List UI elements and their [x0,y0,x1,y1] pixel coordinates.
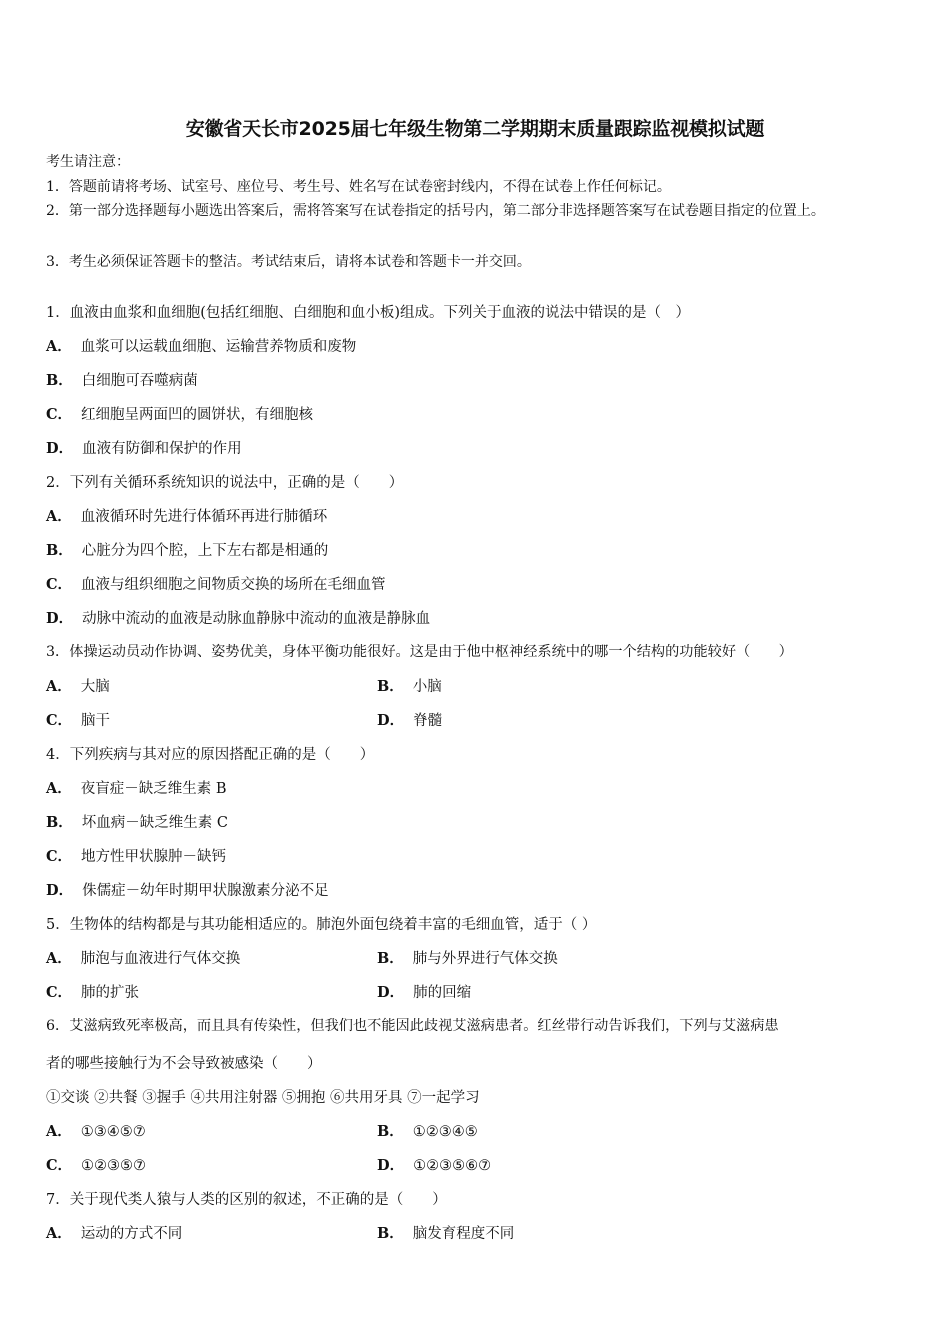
question-stem: 7．关于现代类人猿与人类的区别的叙述，不正确的是（ ） [46,1192,447,1208]
question-stem: 4．下列疾病与其对应的原因搭配正确的是（ ） [46,747,375,763]
option-letter: D． [46,440,74,457]
option-letter: A． [46,950,72,967]
option-text: 心脏分为四个腔，上下左右都是相通的 [81,543,329,559]
option-text: 脑发育程度不同 [412,1226,515,1242]
option-text: 脊髓 [413,713,443,729]
option [377,947,558,968]
option [46,607,430,628]
option-text: 侏儒症－幼年时期甲状腺激素分泌不足 [82,883,329,899]
question-stem: 2．下列有关循环系统知识的说法中，正确的是（ ） [46,475,404,491]
option-letter: D． [377,984,405,1001]
notice-item: 1．答题前请将考场、试室号、座位号、考生号、姓名写在试卷密封线内，不得在试卷上作任何标记。 [46,179,671,195]
option [46,437,242,458]
option [46,403,313,424]
option [46,879,329,900]
option [46,369,198,390]
option-text: 红细胞呈两面凹的圆饼状，有细胞核 [81,407,314,423]
option [46,573,386,594]
option-text: 大脑 [80,679,110,695]
option-text: 夜盲症－缺乏维生素 B [80,781,227,797]
option-letter: C． [46,848,73,865]
option-letter: B． [377,678,404,695]
option-letter: D． [377,1157,405,1174]
option [46,335,356,356]
option-letter: B． [377,1225,404,1242]
option [46,811,228,832]
option-letter: C． [46,712,73,729]
option-letter: D． [46,882,74,899]
option [46,539,328,560]
option-text: 小脑 [412,679,442,695]
option-letter: B． [377,1123,404,1140]
option-text: ①②③⑤⑥⑦ [413,1158,492,1174]
question-stem: 6．艾滋病致死率极高，而且具有传染性，但我们也不能因此歧视艾滋病患者。红丝带行动告诉我们，下列与艾滋病患 [46,1018,779,1034]
option-letter: C． [46,984,73,1001]
option [46,1222,182,1243]
question-items: ①交谈 ②共餐 ③握手 ④共用注射器 ⑤拥抱 ⑥共用牙具 ⑦一起学习 [46,1090,480,1106]
option-text: 地方性甲状腺肿－缺钙 [81,849,227,865]
option-text: ①②③⑤⑦ [81,1158,147,1174]
question-stem: 1．血液由血浆和血细胞(包括红细胞、白细胞和血小板)组成。下列关于血液的说法中错误的是（ ） [46,305,691,321]
question-stem: 5．生物体的结构都是与其功能相适应的。肺泡外面包绕着丰富的毛细血管，适于（ ） [46,917,597,933]
option [377,1222,514,1243]
option-text: 血浆可以运载血细胞、运输营养物质和废物 [80,339,357,355]
option [46,1154,146,1175]
option-letter: A． [46,1123,72,1140]
option-letter: C． [46,576,73,593]
option [46,1120,146,1141]
option-text: 坏血病－缺乏维生素 C [81,815,228,831]
option [46,709,110,730]
option-letter: B． [46,814,73,831]
option-letter: C． [46,406,73,423]
option-letter: D． [46,610,74,627]
option [377,1120,478,1141]
notice-header: 考生请注意： [46,154,130,170]
option-letter: A． [46,338,72,355]
page-title: 安徽省天长市2025届七年级生物第二学期期末质量跟踪监视模拟试题 [185,118,765,140]
question-stem: 3．体操运动员动作协调、姿势优美，身体平衡功能很好。这是由于他中枢神经系统中的哪一个结构的功能较好（ ） [46,644,793,660]
option-text: 脑干 [81,713,111,729]
option [46,845,226,866]
option-text: 肺与外界进行气体交换 [412,951,558,967]
option [377,675,442,696]
option-letter: A． [46,508,72,525]
option-text: 白细胞可吞噬病菌 [81,373,198,389]
option-letter: B． [46,372,73,389]
question-stem-continued: 者的哪些接触行为不会导致被感染（ ） [46,1056,322,1072]
option-text: 动脉中流动的血液是动脉血静脉中流动的血液是静脉血 [82,611,431,627]
option-letter: A． [46,678,72,695]
notice-item: 2．第一部分选择题每小题选出答案后，需将答案写在试卷指定的括号内，第二部分非选择题答案写在试卷题目指定的位置上。 [46,203,825,219]
option [377,981,471,1002]
option-letter: D． [377,712,405,729]
option-letter: B． [377,950,404,967]
option-letter: A． [46,1225,72,1242]
option-text: 运动的方式不同 [80,1226,183,1242]
option [377,1154,491,1175]
option [46,675,110,696]
option-text: ①③④⑤⑦ [80,1124,146,1140]
option-text: 血液与组织细胞之间物质交换的场所在毛细血管 [81,577,386,593]
option-letter: B． [46,542,73,559]
option-text: 肺的回缩 [413,985,472,1001]
option-letter: A． [46,780,72,797]
option-letter: C． [46,1157,73,1174]
option-text: 肺泡与血液进行气体交换 [80,951,241,967]
option-text: 肺的扩张 [81,985,140,1001]
option-text: 血液有防御和保护的作用 [82,441,242,457]
option [377,709,442,730]
option [46,777,227,798]
option [46,947,240,968]
option [46,505,327,526]
option-text: 血液循环时先进行体循环再进行肺循环 [80,509,328,525]
notice-item: 3．考生必须保证答题卡的整洁。考试结束后，请将本试卷和答题卡一并交回。 [46,254,531,270]
option-text: ①②③④⑤ [412,1124,478,1140]
option [46,981,139,1002]
